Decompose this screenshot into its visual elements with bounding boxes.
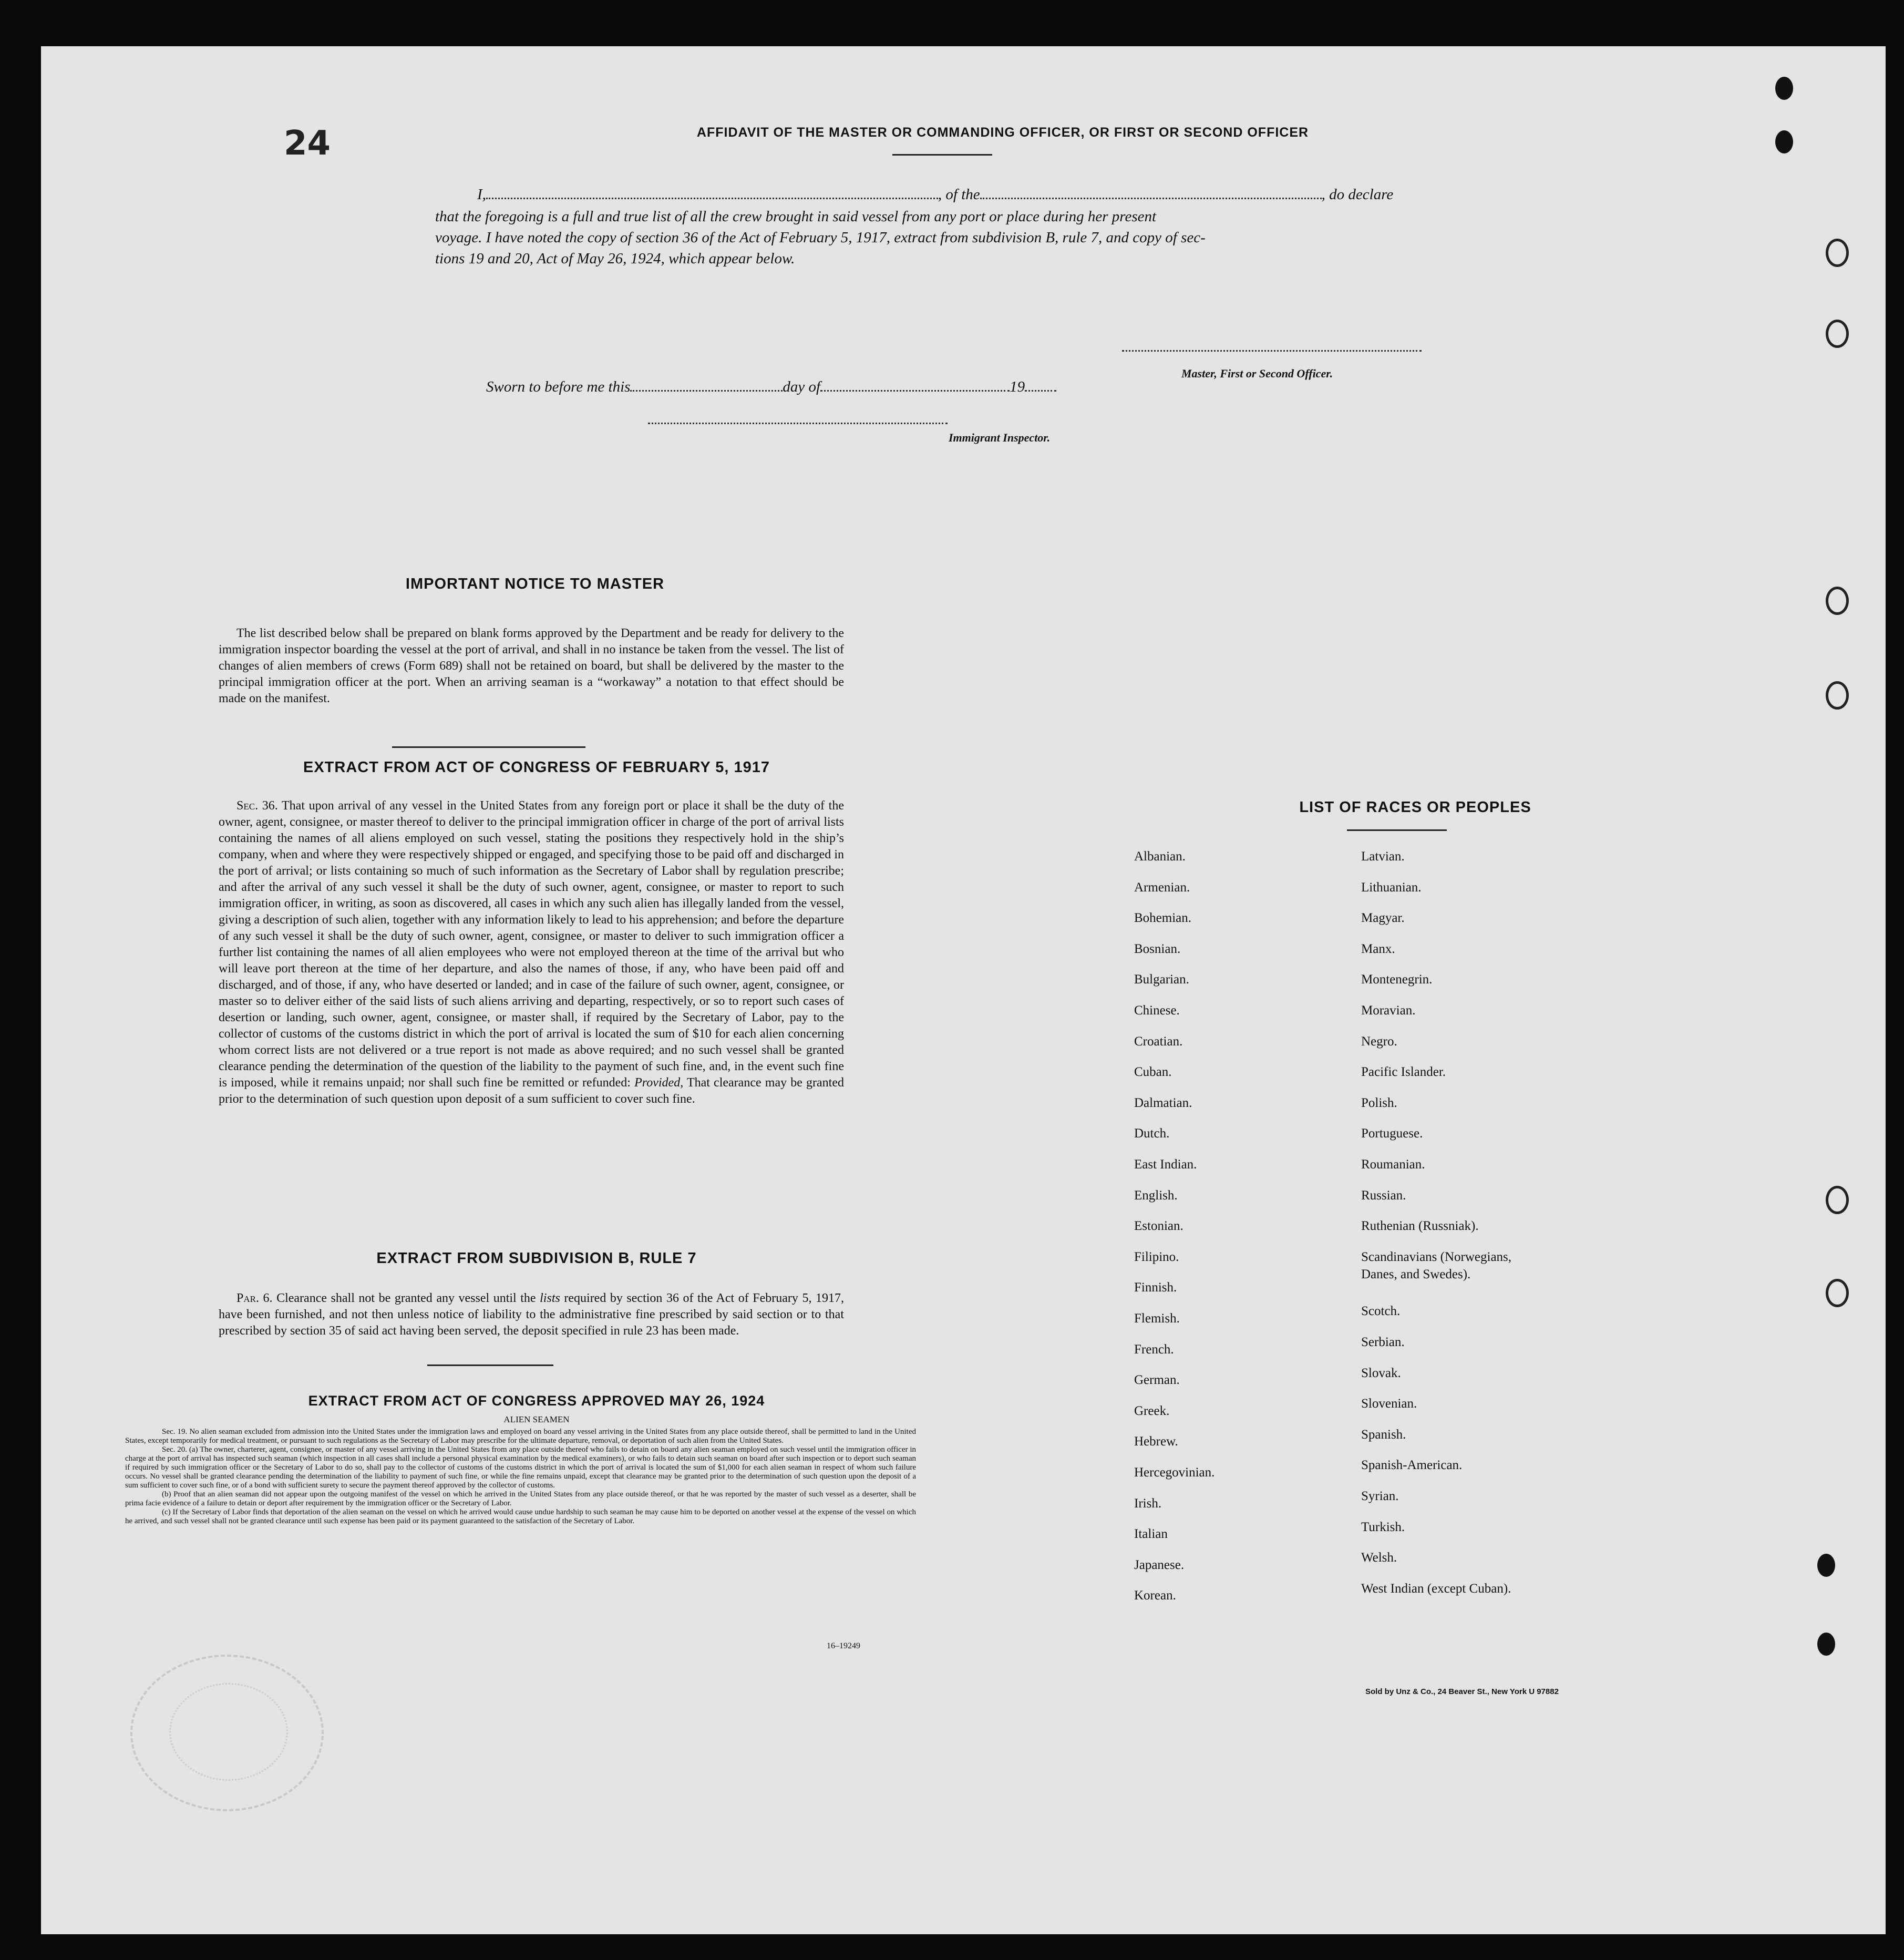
- manifest-sheet: [41, 46, 1886, 1934]
- rule7-paragraph: [219, 1290, 844, 1339]
- rule7-title: EXTRACT FROM SUBDIVISION B, RULE 7: [376, 1250, 697, 1267]
- inspector-caption: Immigrant Inspector.: [949, 431, 1051, 444]
- race-item: Ruthenian (Russniak).: [1361, 1219, 1479, 1233]
- bleed-through-text: [409, 103, 416, 132]
- race-item: Greek.: [1134, 1404, 1170, 1418]
- race-item: Filipino.: [1134, 1250, 1179, 1264]
- race-item: Spanish.: [1361, 1428, 1406, 1442]
- race-item: Russian.: [1361, 1188, 1406, 1203]
- sworn-label: Sworn to before me this: [486, 378, 631, 395]
- races-title-rule: [1347, 829, 1447, 831]
- race-item: Croatian.: [1134, 1034, 1183, 1049]
- race-item: Portuguese.: [1361, 1126, 1423, 1141]
- act1917-provided: Provided,: [634, 1076, 684, 1090]
- notice-title: IMPORTANT NOTICE TO MASTER: [405, 576, 665, 592]
- act1924-sec20b: (b) Proof that an alien seaman did not appear upon the outgoing manifest of the vessel on which he arrived in the United States from any place outside thereof, or that he was reported by the master of such vessel as a deserter, shall be prima facie evidence of a failure to detain or deport after requirement by the immigration officer or the Secretary of Labor.: [125, 1490, 916, 1507]
- race-item: Magyar.: [1361, 911, 1405, 925]
- race-item: Serbian.: [1361, 1335, 1405, 1349]
- race-item: Manx.: [1361, 942, 1395, 956]
- of-the-label: , of the: [938, 186, 980, 203]
- race-item: Italian: [1134, 1527, 1168, 1541]
- notice-rule: [392, 746, 585, 748]
- sworn-line: [486, 376, 1222, 397]
- affidavit-title-rule: [892, 154, 992, 156]
- race-item: English.: [1134, 1188, 1178, 1203]
- race-item: Armenian.: [1134, 880, 1190, 895]
- form-number: 16–19249: [827, 1641, 860, 1650]
- act1924-text: [125, 1428, 916, 1526]
- race-item: German.: [1134, 1373, 1180, 1387]
- name-blank[interactable]: [486, 185, 938, 199]
- act1924-sec20c: (c) If the Secretary of Labor finds that deportation of the alien seaman on the vessel on which he arrived would cause undue hardship to such seaman he may cause him to be deported on another vessel at the expense of the vessel on which he arrived, and such vessel shall not be granted clearance until such expense has been paid or its payment guaranteed to the satisfaction of the Secretary of Labor.: [125, 1508, 916, 1525]
- race-item: Roumanian.: [1361, 1157, 1425, 1172]
- act1917-sec: Sec. 36.: [236, 799, 278, 813]
- printer-note: Sold by Unz & Co., 24 Beaver St., New York U 97882: [1365, 1687, 1559, 1696]
- seal-stamp: [130, 1655, 324, 1811]
- races-title: LIST OF RACES OR PEOPLES: [1299, 799, 1531, 816]
- race-item: Negro.: [1361, 1034, 1397, 1049]
- race-item: Latvian.: [1361, 849, 1405, 864]
- notice-text: [219, 625, 844, 707]
- vessel-blank[interactable]: [980, 185, 1322, 199]
- rule7-rule: [427, 1364, 553, 1366]
- act1917-body: That upon arrival of any vessel in the United States from any foreign port or place it shall be the duty of the owner, agent, consignee, or master thereof to deliver to the principal immigration officer in charge of the port of arrival lists containing the names of all aliens employed on such vessel, stating the positions they respectively hold in the ship’s company, when and where they were respectively shipped or engaged, and specifying those to be paid off and discharged in the port of arrival; or lists containing so much of such information as the Secretary of Labor shall by regulation prescribe; and after the arrival of any such vessel it shall be the duty of such owner, agent, consignee, or master to report to such immigration officer, in writing, as soon as discovered, all cases in which any such alien has illegally landed from the vessel, giving a description of such alien, together with any information likely to lead to his apprehension; and before the departure of any such vessel it shall be the duty of such owner, agent, consignee, or master to deliver to such immigration officer a further list containing the names of all alien employees who were not employed thereon at the time of the arrival but who will leave port thereon at the time of her departure, and also the names of those, if any, who have been paid off and discharged, and of those, if any, who have deserted or landed; and in case of the failure of such owner, agent, consignee, or master so to deliver either of the said lists of such aliens arriving and departing, respectively, or so to report such cases of desertion or landing, such owner, agent, consignee, or master shall, if required by the Secretary of Labor, pay to the collector of customs of the customs district in which the port of arrival is located the sum of $10 for each alien concerning whom correct lists are not delivered or a true report is not made as above required; and no such vessel shall be granted clearance pending the determination of the question of the liability to the payment of such fine, and, in the event such fine is imposed, while it remains unpaid; nor shall such fine be remitted or refunded:: [219, 799, 844, 1090]
- race-item: Scandinavians (Norwegians,: [1361, 1250, 1512, 1264]
- race-item: Korean.: [1134, 1588, 1176, 1603]
- act1917-title: EXTRACT FROM ACT OF CONGRESS OF FEBRUARY 5, 1917: [303, 759, 770, 776]
- race-item: Japanese.: [1134, 1558, 1185, 1572]
- do-declare-label: , do declare: [1321, 186, 1394, 203]
- act1924-title: EXTRACT FROM ACT OF CONGRESS APPROVED MAY 26, 1924: [308, 1393, 765, 1409]
- act1917-paragraph: [219, 798, 844, 1107]
- race-item: Hebrew.: [1134, 1434, 1178, 1449]
- race-item: Albanian.: [1134, 849, 1186, 864]
- race-item: French.: [1134, 1342, 1174, 1357]
- year-label: 19: [1010, 378, 1025, 395]
- race-item: Welsh.: [1361, 1551, 1397, 1565]
- race-item: East Indian.: [1134, 1157, 1197, 1172]
- race-item: Dalmatian.: [1134, 1096, 1192, 1110]
- master-signature-blank[interactable]: [1122, 348, 1422, 352]
- binding-hole-1: [1775, 77, 1793, 100]
- race-item: Slovak.: [1361, 1366, 1401, 1380]
- rule7-text: [219, 1290, 844, 1339]
- race-item: Bohemian.: [1134, 911, 1192, 925]
- inspector-signature-blank[interactable]: [648, 420, 948, 424]
- affidavit-line-3: voyage. I have noted the copy of section 36 of the Act of February 5, 1917, extract from subdivision B, rule 7, and copy of sec-: [435, 229, 1206, 246]
- sworn-month-blank[interactable]: [820, 377, 1010, 392]
- binding-hole-4: [1826, 320, 1849, 348]
- rule7-body-a: Clearance shall not be granted any vessel until the: [276, 1291, 536, 1305]
- day-of-label: day of: [783, 378, 821, 395]
- rule7-body-b: required by section 36 of the Act of February 5, 1917, have been furnished, and not then unless notice of liability to the administrative fine prescribed by said section or to that prescribed by section 35 of said act having been served, the deposit specified in rule 23 has been made.: [219, 1291, 845, 1338]
- binding-hole-3: [1826, 239, 1849, 267]
- act1917-text: [219, 798, 844, 1107]
- race-item: Flemish.: [1134, 1311, 1180, 1326]
- race-item: Finnish.: [1134, 1280, 1177, 1295]
- binding-hole-8: [1826, 1279, 1849, 1307]
- race-item: Slovenian.: [1361, 1397, 1417, 1411]
- race-item: Syrian.: [1361, 1489, 1399, 1503]
- race-item: Montenegrin.: [1361, 972, 1433, 987]
- binding-hole-7: [1826, 1186, 1849, 1214]
- race-item: Scotch.: [1361, 1304, 1401, 1318]
- race-item: Spanish-American.: [1361, 1458, 1463, 1472]
- race-item: Irish.: [1134, 1496, 1162, 1511]
- master-caption: Master, First or Second Officer.: [1181, 367, 1333, 380]
- page-number: 24: [284, 124, 331, 163]
- sworn-year-blank[interactable]: [1025, 377, 1056, 392]
- affidavit-title: AFFIDAVIT OF THE MASTER OR COMMANDING OFFICER, OR FIRST OR SECOND OFFICER: [696, 125, 1309, 140]
- race-item: Moravian.: [1361, 1003, 1416, 1018]
- sworn-day-blank[interactable]: [630, 377, 783, 392]
- race-item: Dutch.: [1134, 1126, 1170, 1141]
- race-item: Lithuanian.: [1361, 880, 1422, 895]
- binding-hole-9: [1817, 1554, 1835, 1577]
- race-item: Chinese.: [1134, 1003, 1180, 1018]
- rule7-par: Par. 6.: [236, 1291, 273, 1305]
- race-item: Cuban.: [1134, 1065, 1172, 1079]
- act1917-body-end: That clearance may be granted prior to the determination of such question upon deposit of a sum sufficient to cover such fine.: [219, 1076, 844, 1106]
- race-item: Polish.: [1361, 1096, 1397, 1110]
- notice-paragraph: The list described below shall be prepared on blank forms approved by the Department and be ready for delivery to the immigration inspector boarding the vessel at the port of arrival, and shall in no instance be taken from the vessel. The list of changes of alien members of crews (Form 689) shall not be retained on board, but shall be delivered by the master to the principal immigration officer at the port. When an arriving seaman is a “workaway” a notation to that effect should be made on the manifest.: [219, 627, 844, 705]
- race-item: West Indian (except Cuban).: [1361, 1582, 1511, 1596]
- race-item: Hercegovinian.: [1134, 1465, 1215, 1480]
- race-item: Bosnian.: [1134, 942, 1181, 956]
- binding-hole-10: [1817, 1633, 1835, 1656]
- act1924-sec19: Sec. 19. No alien seaman excluded from admission into the United States under the immigration laws and employed on board any vessel arriving in the United States from any place outside thereof, shall be permitted to land in the United States, except temporarily for medical treatment, or pursuant to such regulations as the Secretary of Labor may prescribe for the ultimate departure, removal, or deportation of such alien from the United States.: [125, 1428, 916, 1445]
- i-label: I,: [477, 186, 486, 203]
- affidavit-line-2: that the foregoing is a full and true list of all the crew brought in said vessel from any port or place during her present: [435, 208, 1157, 225]
- race-item: Turkish.: [1361, 1520, 1405, 1534]
- race-item: Pacific Islander.: [1361, 1065, 1446, 1079]
- binding-hole-2: [1775, 130, 1793, 153]
- act1924-sec20a: Sec. 20. (a) The owner, charterer, agent, consignee, or master of any vessel arriving in the United States from any place outside thereof who fails to detain on board any alien seaman employed on such vessel until the immigration officer in charge at the port of arrival has inspected such seaman (which inspection in all cases shall include a personal physical examination by the medical examiners), or who fails to detain such seaman on board after such inspection or to deport such seaman if required by such immigration officer or the Secretary of Labor to do so, shall pay to the collector of customs of the customs district in which the port of arrival is located the sum of $1,000 for each alien seaman in respect of whom such failure occurs. No vessel shall be granted clearance pending the determination of the liability to payment of such fine, or while the fine remains unpaid, except that clearance may be granted prior to the determination of such question upon the deposit of a sum sufficient to cover such fine, or of a bond with sufficient surety to secure the payment thereof approved by the collector of customs.: [125, 1445, 916, 1490]
- act1924-subtitle: ALIEN SEAMEN: [503, 1414, 570, 1424]
- binding-hole-5: [1826, 587, 1849, 615]
- binding-hole-6: [1826, 681, 1849, 710]
- affidavit-line-1: [477, 184, 1497, 205]
- rule7-lists: lists: [540, 1291, 560, 1305]
- affidavit-line-4: tions 19 and 20, Act of May 26, 1924, which appear below.: [435, 250, 795, 267]
- race-item: Estonian.: [1134, 1219, 1183, 1233]
- race-item: Danes, and Swedes).: [1361, 1267, 1471, 1281]
- race-item: Bulgarian.: [1134, 972, 1189, 987]
